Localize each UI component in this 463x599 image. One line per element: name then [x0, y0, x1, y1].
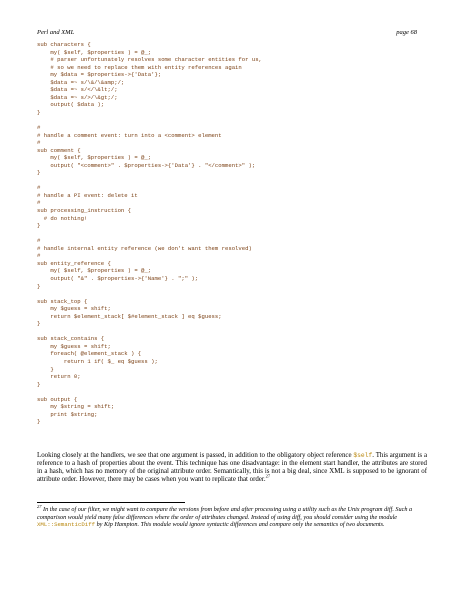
- code-line: sub stack_top {: [37, 297, 88, 305]
- code-line: # handle a PI event: delete it: [37, 191, 138, 199]
- body-text-part1: Looking closely at the handlers, we see that one argument is passed, in addition to the obligatory object reference: [37, 452, 354, 459]
- code-line: }: [37, 320, 41, 328]
- inline-code-self: $self: [353, 452, 373, 459]
- code-line: }: [37, 365, 54, 373]
- code-line: $data =~ s/\&/\&amp;/;: [37, 78, 125, 86]
- code-line: my $guess = shift;: [37, 342, 111, 350]
- page-number: page 68: [396, 29, 417, 36]
- code-line: }: [37, 108, 41, 116]
- code-line: sub comment {: [37, 146, 81, 154]
- footnote-divider: [37, 502, 185, 503]
- code-line: my $guess = shift;: [37, 305, 111, 313]
- code-line: # handle a comment event: turn into a <comment> element: [37, 131, 222, 139]
- code-line: [37, 177, 425, 185]
- body-paragraph: [37, 452, 427, 484]
- code-line: sub processing_instruction {: [37, 207, 131, 215]
- body-text-part2: . This argument is a reference to a hash of properties about the event. This technique has one disadvantage: in the element start handler, the attributes are stored in a hash, which has no memory of the original attribute order. Semantically, this is not a big deal, since XML is supposed to be ignorant of attribute order. However, there may be cases when you want to replicate that order.: [37, 452, 427, 484]
- code-line: foreach( @element_stack ) {: [37, 350, 142, 358]
- code-line: [37, 230, 425, 238]
- code-line: [37, 328, 425, 336]
- footnote-number: 27: [37, 503, 42, 509]
- code-line: #: [37, 139, 41, 147]
- code-line: }: [37, 380, 41, 388]
- code-line: }: [37, 418, 41, 426]
- code-line: my $string = shift;: [37, 403, 115, 411]
- code-line: sub entity_reference {: [37, 259, 111, 267]
- code-line: output( "<comment>" . $properties->{'Data'} . "</comment>" );: [37, 161, 256, 169]
- code-line: my( $self, $properties ) = @_;: [37, 154, 152, 162]
- code-line: my $data = $properties->{'Data'};: [37, 71, 162, 79]
- code-line: my( $self, $properties ) = @_;: [37, 48, 152, 56]
- code-line: #: [37, 237, 41, 245]
- code-line: }: [37, 169, 41, 177]
- code-line: $data =~ s/>/\&gt;/;: [37, 93, 118, 101]
- code-line: output( "&" . $properties->{'Name'} . ";" );: [37, 274, 199, 282]
- code-line: sub characters {: [37, 41, 91, 48]
- code-line: print $string;: [37, 410, 98, 418]
- footnote-text-part1: In the case of our filter, we might want to compare the versions from before and after processing using a utility such as the Unix program diff. Such a comparison would yield many false differences where the order of attributes changed. Instead of using diff, you should consider using the module: [37, 506, 413, 521]
- code-line: # parser unfortunately resolves some character entities for us,: [37, 56, 262, 64]
- code-line: [37, 116, 425, 124]
- footnote: [37, 503, 429, 529]
- code-line: return 0;: [37, 373, 81, 381]
- footnote-reference: 27: [265, 473, 271, 479]
- running-header-title: Perl and XML: [37, 29, 75, 36]
- code-line: my( $self, $properties ) = @_;: [37, 267, 152, 275]
- code-line: [37, 290, 425, 298]
- code-line: sub stack_contains {: [37, 335, 105, 343]
- code-line: return $element_stack[ $#element_stack ] eq $guess;: [37, 312, 222, 320]
- code-line: }: [37, 282, 41, 290]
- code-line: #: [37, 184, 41, 192]
- code-line: }: [37, 222, 41, 230]
- code-line: #: [37, 252, 41, 260]
- code-line: sub output {: [37, 395, 78, 403]
- code-line: #: [37, 124, 41, 132]
- code-line: return 1 if( $_ eq $guess );: [37, 357, 158, 365]
- code-line: # so we need to replace them with entity references again: [37, 63, 242, 71]
- code-listing: [37, 41, 425, 426]
- code-line: # do nothing!: [37, 214, 88, 222]
- code-line: $data =~ s/</\&lt;/;: [37, 86, 118, 94]
- code-line: # handle internal entity reference (we don't want them resolved): [37, 244, 252, 252]
- code-line: #: [37, 199, 41, 207]
- inline-code-semanticdiff: XML::SemanticDiff: [37, 521, 96, 529]
- code-line: [37, 388, 425, 396]
- footnote-text-part2: by Kip Hampton. This module would ignore syntactic differences and compare only the semantics of two documents.: [95, 521, 385, 529]
- code-line: output( $data );: [37, 101, 105, 109]
